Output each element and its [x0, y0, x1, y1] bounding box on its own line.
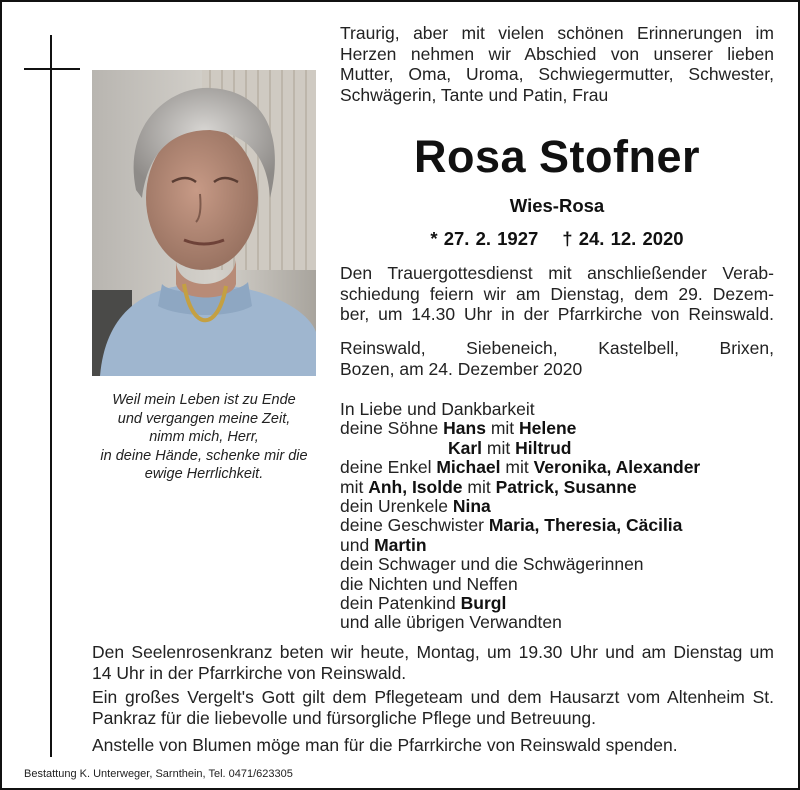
- label: mit: [485, 418, 520, 439]
- rosary-line: Den Seelenrosenkranz beten wir heute, Montag, um 19.30 Uhr und am Dienstag um: [92, 642, 774, 662]
- label: mit: [500, 457, 534, 478]
- label: deine Geschwister: [340, 515, 489, 536]
- family-line-godchild: [340, 594, 780, 613]
- quote-line: ewige Herrlichkeit.: [144, 466, 264, 482]
- family-line-inlaws: dein Schwager und die Schwägerinnen: [340, 554, 644, 575]
- service-line: ber, um 14.30 Uhr in der Pfarrkirche von Reinswald.: [340, 304, 774, 324]
- label: deine Enkel: [340, 457, 437, 478]
- thanks-line: Pankraz für die liebevolle und fürsorgliche Pflege und Betreuung.: [92, 707, 596, 728]
- family-line-grandchildren: [340, 458, 780, 477]
- grandchild-family: Veronika, Alexander: [533, 457, 701, 478]
- rosary-text: [92, 642, 774, 683]
- thanks-line: Ein großes Vergelt's Gott gilt dem Pflegeteam und dem Hausarzt vom Altenheim St.: [92, 687, 774, 707]
- family-line-siblings: [340, 516, 780, 535]
- family-line-grandchildren-2: [340, 478, 780, 497]
- son-name: Karl: [448, 437, 483, 458]
- grandchild-name: Michael: [436, 457, 501, 478]
- birth-date: * 27. 2. 1927: [430, 228, 539, 249]
- quote-line: Weil mein Leben ist zu Ende: [112, 392, 296, 408]
- label: mit: [340, 476, 369, 497]
- family-opening: In Liebe und Dankbarkeit: [340, 399, 535, 419]
- label: mit: [482, 437, 516, 458]
- quote-line: und vergangen meine Zeit,: [117, 410, 291, 427]
- deceased-name: Rosa Stofner: [413, 131, 701, 182]
- cross-horizontal: [24, 68, 80, 70]
- spouse-name: Helene: [519, 418, 577, 439]
- family-line-sons-2: [340, 439, 780, 458]
- sibling-names: Maria, Theresia, Cäcilia: [488, 515, 683, 536]
- cross-vertical: [50, 35, 52, 757]
- sibling-name: Martin: [374, 534, 427, 555]
- family-line-nieces: die Nichten und Neffen: [340, 573, 518, 594]
- service-line: Den Trauergottesdienst mit anschließender Verab-: [340, 263, 774, 283]
- family-list: [340, 400, 780, 633]
- intro-line: Mutter, Oma, Uroma, Schwiegermutter, Schwester,: [340, 64, 774, 84]
- nickname: Wies-Rosa: [509, 195, 605, 216]
- quote-line: nimm mich, Herr,: [149, 429, 259, 445]
- donation-text: Anstelle von Blumen möge man für die Pfarrkirche von Reinswald spenden.: [92, 735, 678, 755]
- grandchild-family: Patrick, Susanne: [495, 476, 637, 497]
- place-line: Bozen, am 24. Dezember 2020: [340, 358, 583, 379]
- family-line-sons: [340, 419, 780, 438]
- intro-text: [340, 23, 774, 105]
- son-name: Hans: [443, 418, 486, 439]
- intro-line: Traurig, aber mit vielen schönen Erinnerungen im: [340, 23, 774, 43]
- death-date: † 24. 12. 2020: [562, 228, 684, 249]
- rosary-line: 14 Uhr in der Pfarrkirche von Reinswald.: [92, 662, 407, 683]
- quote-line: in deine Hände, schenke mir die: [100, 447, 308, 464]
- family-line-relatives: und alle übrigen Verwandten: [340, 612, 562, 633]
- label: deine Söhne: [340, 418, 444, 439]
- family-line-great-grandchild: [340, 497, 780, 516]
- great-grandchild-name: Nina: [452, 496, 491, 517]
- label: und: [340, 534, 375, 555]
- intro-line: Herzen nehmen wir Abschied von unserer lieben: [340, 43, 774, 64]
- life-dates: [340, 227, 774, 251]
- service-line: schiedung feiern wir am Dienstag, dem 29. Dezem-: [340, 283, 774, 304]
- thanks-text: [92, 687, 774, 728]
- label: dein Urenkele: [340, 496, 453, 517]
- intro-line: Schwägerin, Tante und Patin, Frau: [340, 84, 609, 105]
- grandchild-name: Anh, Isolde: [368, 476, 463, 497]
- label: mit: [462, 476, 496, 497]
- funeral-service-text: [340, 263, 774, 325]
- family-line-siblings-2: [340, 536, 780, 555]
- label: dein Patenkind: [340, 593, 461, 614]
- spouse-name: Hiltrud: [515, 437, 572, 458]
- portrait-photo: [92, 70, 316, 376]
- godchild-name: Burgl: [460, 593, 507, 614]
- places-and-date: [340, 338, 774, 379]
- funeral-home-footer: Bestattung K. Unterweger, Sarnthein, Tel. 0471/623305: [24, 768, 293, 780]
- place-line: Reinswald, Siebeneich, Kastelbell, Brixen,: [340, 338, 774, 358]
- memorial-quote: [82, 391, 326, 484]
